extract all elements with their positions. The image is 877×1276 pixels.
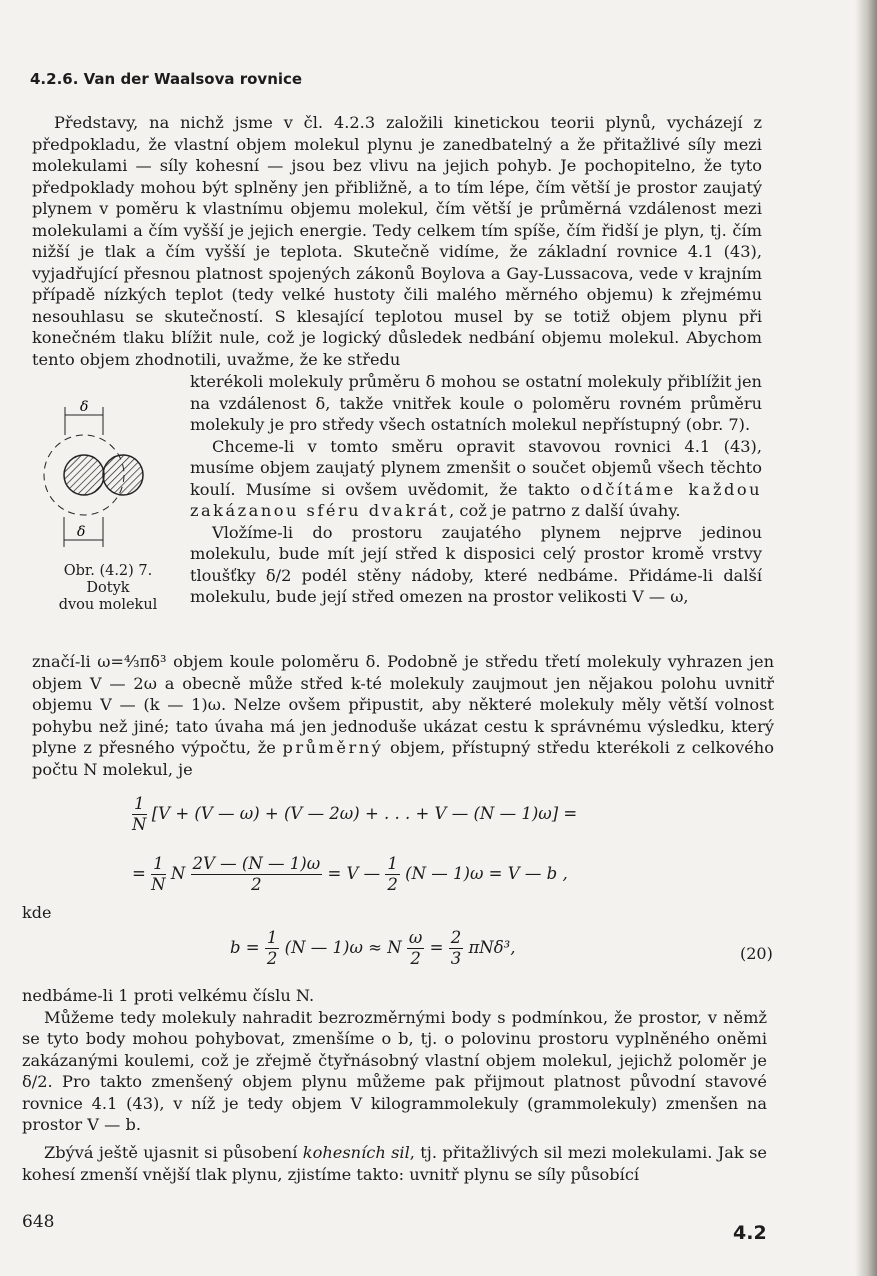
paragraph-cohesion	[22, 1142, 767, 1185]
equation-number: (20)	[740, 944, 773, 963]
paragraph-intro-text: Představy, na nichž jsme v čl. 4.2.3 založili kinetickou teorii plynů, vycházejí z předpokladu, že vlastní objem molekul plynu je zanedbatelný a že přitažlivé síly mezi molekulami — síly kohesní — jsou bez vlivu na jejich pohyb. Je pochopitelno, že tyto předpoklady mohou být splněny jen přibližně, a to tím lépe, čím větší je prostor zaujatý plynem v poměru k vlastnímu objemu molekul, čím větší je průměrná vzdálenost mezi molekulami a čím vyšší je jejich energie. Tedy celkem tím spíše, čím řidší je plyn, tj. čím nižší je tlak a čím vyšší je teplota. Skutečně vidíme, že základní rovnice 4.1 (43), vyjadřující přesnou platnost spojených zákonů Boylova a Gay-Lussacova, vede v krajním případě nízkých teplot (tedy velké hustoty čili malého měrného objemu) k zřejmému nesouhlasu se skutečností. S klesající teplotou musel by se totiž objem plynu při konečném tlaku blížit nule, což je logický důsledek nedbání objemu molekul. Abychom tento objem zhodnotili, uvažme, že ke středu	[32, 113, 762, 369]
label-delta-top: δ	[80, 399, 89, 415]
paragraph-points-text: Můžeme tedy molekuly nahradit bezrozměrnými body s podmínkou, že prostor, v němž se tyto body mohou pohybovat, zmenšíme o b, tj. o polovinu prostoru vyplněného oněmi zakázanými koulemi, což je zřejmě čtyřnásobný vlastní objem molekul, jejichž poloměr je δ/2. Pro takto zmenšený objem plynu můžeme pak přijmout platnost původní stavové rovnice 4.1 (43), v níž je tedy objem V kilogrammolekuly (grammolekuly) zmenšen na prostor V — b.	[22, 1007, 767, 1134]
emphasis-twice: odčítáme každou zakázanou sféru dvakrát	[190, 479, 763, 520]
label-kde: kde	[22, 903, 52, 922]
paragraph-correction-end: , což je patrno z další úvahy.	[449, 501, 681, 520]
paragraph-average-volume	[32, 651, 774, 780]
figure-caption	[28, 563, 188, 614]
equation-sum: $\frac{1}{N}$ [V + (V — ω) + (V — 2ω) + . . . + V — (N — 1)ω] =	[132, 794, 578, 834]
emphasis-cohesive-forces: kohesních sil	[302, 1143, 410, 1162]
paragraph-beside-figure	[190, 371, 762, 608]
paragraph-intro-continuation: kterékoli molekuly průměru δ mohou se ostatní molekuly přiblížit jen na vzdálenost δ, takže vnitřek koule o poloměru rovném průměru molekuly je pro středy všech ostatních molekul nepřístupný (obr. 7).	[190, 372, 762, 434]
equation-b-definition: b = $\frac{1}{2}$ (N — 1)ω ≈ N $\frac{\omega}{2}$ = $\frac{2}{3}$ πNδ³,	[230, 928, 516, 968]
paragraph-cohesion-end: , tj. přitažlivých sil mezi molekulami. Jak se kohesí zmenší vnější tlak plynu, zjistíme takto: uvnitř plynu se síly působící	[22, 1143, 767, 1184]
paragraph-insertion-text: Vložíme-li do prostoru zaujatého plynem nejprve jedinou molekulu, bude mít její střed k disposici celý prostor kromě vrstvy tloušťky δ/2 podél stěny nádoby, které nedbáme. Přidáme-li další molekulu, bude její střed omezen na prostor velikosti V — ω,	[190, 522, 762, 606]
equation-result: = $\frac{1}{N}$ N $\frac{2V — (N — 1)\omega}{2}$ = V — $\frac{1}{2}$ (N — 1)ω = V — b ,	[132, 854, 568, 894]
paragraph-average-volume-end: objem, přístupný středu kterékoli z celkového počtu N molekul, je	[32, 738, 774, 779]
figure-touching-molecules	[28, 395, 168, 555]
page-number: 648	[22, 1212, 55, 1232]
chapter-number: 4.2	[733, 1222, 767, 1244]
molecule-right	[103, 455, 143, 495]
molecule-left	[64, 455, 104, 495]
molecules-diagram	[28, 395, 168, 555]
figure-caption-line: dvou molekul	[58, 597, 158, 613]
paragraph-intro	[32, 112, 762, 370]
figure-caption-line: Dotyk	[86, 580, 130, 596]
paragraph-average-volume-text: značí-li ω=⁴⁄₃πδ³ objem koule poloměru δ. Podobně je středu třetí molekuly vyhrazen jen objem V — 2ω a obecně může střed k-té molekuly zaujmout jen nějakou polohu uvnitř objemu V — (k — 1)ω. Nelze ovšem připustit, aby některé molekuly měly větší volnost pohybu než jiné; tato úvaha má jen jednoduše ukázat cestu k správnému výsledku, který plyne z přesného výpočtu, že	[32, 652, 774, 757]
page-edge-shadow	[855, 0, 877, 1276]
paragraph-correction-text: Chceme-li v tomto směru opravit stavovou rovnici 4.1 (43), musíme objem zaujatý plynem zmenšit o součet objemů všech těchto koulí. Musíme si ovšem uvědomit, že takto	[190, 436, 762, 499]
section-heading: 4.2.6. Van der Waalsova rovnice	[30, 70, 303, 88]
paragraph-neglect-text: nedbáme-li 1 proti velkému číslu N.	[22, 986, 315, 1005]
paragraph-points	[22, 985, 767, 1136]
paragraph-cohesion-text: Zbývá ještě ujasnit si působení	[44, 1143, 298, 1162]
figure-caption-line: Obr. (4.2) 7.	[63, 563, 153, 579]
emphasis-average: průměrný	[282, 738, 384, 757]
label-delta-bottom: δ	[77, 524, 86, 540]
